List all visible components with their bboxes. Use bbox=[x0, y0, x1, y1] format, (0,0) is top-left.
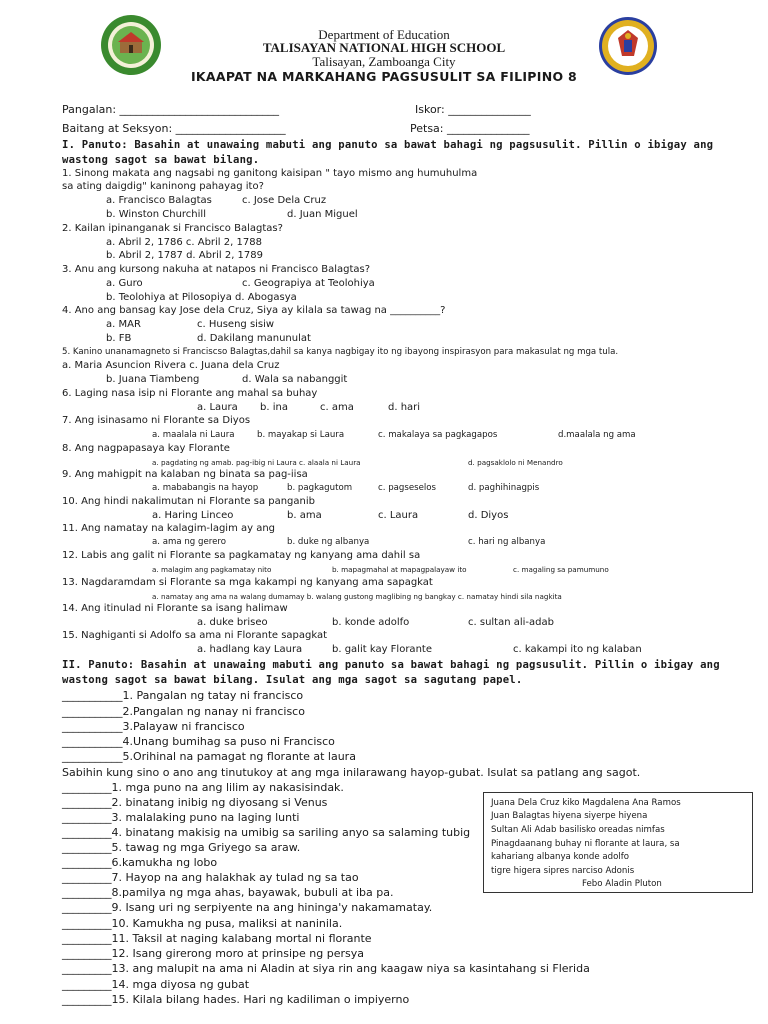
department-name: Department of Education bbox=[318, 27, 450, 42]
question-3: 3. Anu ang kursong nakuha at natapos ni Francisco Balagtas? bbox=[62, 264, 371, 275]
answer-item[interactable]: _________2. binatang inibig ng diyosang si Venus bbox=[62, 796, 328, 809]
grade-section-field[interactable]: Baitang at Seksyon: ____________________ bbox=[62, 122, 286, 135]
option[interactable]: c. kakampi ito ng kalaban bbox=[513, 644, 642, 655]
question-5: 5. Kanino unanamagneto si Franciscso Balagtas,dahil sa kanya nagbigay ito ng ibayong inspirasyon para makasulat ng mga tula. bbox=[62, 347, 619, 357]
question-9: 9. Ang mahigpit na kalaban ng binata sa pag-iisa bbox=[62, 469, 308, 480]
part1-instruction-cont: wastong sagot sa bawat bilang. bbox=[62, 154, 260, 166]
answer-item[interactable]: ___________2.Pangalan ng nanay ni francisco bbox=[62, 705, 305, 718]
question-14: 14. Ang itinulad ni Florante sa isang halimaw bbox=[62, 603, 288, 614]
word-bank-line: Febo Aladin Pluton bbox=[582, 879, 662, 889]
question-1: 1. Sinong makata ang nagsabi ng ganitong kaisipan " tayo mismo ang humuhulma bbox=[62, 168, 478, 179]
option[interactable]: b. mapagmahal at mapagpalayaw ito bbox=[332, 565, 467, 574]
answer-item[interactable]: _________8.pamilya ng mga ahas, bayawak, bubuli at iba pa. bbox=[62, 886, 394, 899]
answer-item[interactable]: _________7. Hayop na ang halakhak ay tulad ng sa tao bbox=[62, 871, 359, 884]
option[interactable]: c. Jose Dela Cruz bbox=[242, 195, 327, 206]
answer-item[interactable]: _________15. Kilala bilang hades. Hari ng kadiliman o impiyerno bbox=[62, 993, 410, 1006]
option[interactable]: b. mayakap si Laura bbox=[257, 430, 345, 440]
answer-item[interactable]: _________4. binatang makisig na umibig sa sariling anyo sa salaming tubig bbox=[62, 826, 471, 839]
option[interactable]: d. Dakilang manunulat bbox=[197, 333, 311, 344]
word-bank-line: Pinagdaanang buhay ni florante at laura, sa bbox=[491, 839, 680, 849]
answer-item[interactable]: ___________1. Pangalan ng tatay ni francisco bbox=[62, 689, 304, 702]
answer-item[interactable]: ___________5.Orihinal na pamagat ng florante at laura bbox=[62, 750, 356, 763]
option[interactable]: a. Laura bbox=[197, 402, 238, 413]
option[interactable]: c. Huseng sisiw bbox=[197, 319, 275, 330]
answer-item[interactable]: _________6.kamukha ng lobo bbox=[62, 856, 218, 869]
option[interactable]: a. Haring Linceo bbox=[152, 510, 234, 521]
question-6: 6. Laging nasa isip ni Florante ang mahal sa buhay bbox=[62, 388, 318, 399]
question-7: 7. Ang isinasamo ni Florante sa Diyos bbox=[62, 415, 251, 426]
option[interactable]: b. Juana Tiambeng bbox=[106, 374, 200, 385]
sub-instruction: Sabihin kung sino o ano ang tinutukoy at ang mga inilarawang hayop-gubat. Isulat sa patlang ang sagot. bbox=[62, 766, 641, 779]
option[interactable]: c. pagseselos bbox=[378, 483, 437, 493]
option[interactable]: a. MAR bbox=[106, 319, 141, 330]
option[interactable]: b. FB bbox=[106, 333, 132, 344]
option[interactable]: a. pagdating ng amab. pag-ibig ni Laura c. alaala ni Laura bbox=[152, 458, 361, 467]
word-bank-line: kahariang albanya konde adolfo bbox=[491, 852, 630, 862]
school-location: Talisayan, Zamboanga City bbox=[312, 54, 456, 69]
question-12: 12. Labis ang galit ni Florante sa pagkamatay ng kanyang ama dahil sa bbox=[62, 550, 421, 561]
option[interactable]: a. namatay ang ama na walang dumamay b. walang gustong maglibing ng bangkay c. namatay hindi sila nagkita bbox=[152, 592, 562, 601]
option[interactable]: d. pagsaklolo ni Menandro bbox=[468, 458, 563, 467]
option[interactable]: c. ama bbox=[320, 402, 354, 413]
part2-instruction-cont: wastong sagot sa bawat bilang. Isulat ang mga sagot sa sagutang papel. bbox=[62, 674, 523, 686]
answer-item[interactable]: _________13. ang malupit na ama ni Aladin at siya rin ang kaagaw niya sa kasintahang si Flerida bbox=[62, 962, 590, 975]
option[interactable]: c. Laura bbox=[378, 510, 419, 521]
exam-title: IKAAPAT NA MARKAHANG PAGSUSULIT SA FILIPINO 8 bbox=[190, 69, 578, 84]
option[interactable]: b. galit kay Florante bbox=[332, 644, 432, 655]
word-bank-line: Sultan Ali Adab basilisko oreadas nimfas bbox=[491, 825, 665, 835]
question-2: 2. Kailan ipinanganak si Francisco Balagtas? bbox=[62, 223, 283, 234]
option[interactable]: b. duke ng albanya bbox=[287, 537, 370, 547]
date-field[interactable]: Petsa: _______________ bbox=[410, 122, 530, 135]
option[interactable]: a. mababangis na hayop bbox=[152, 483, 259, 493]
option[interactable]: a. maalala ni Laura bbox=[152, 430, 235, 440]
word-bank-line: tigre higera sipres narciso Adonis bbox=[491, 866, 635, 876]
answer-item[interactable]: ___________3.Palayaw ni francisco bbox=[62, 720, 245, 733]
question-15: 15. Naghiganti si Adolfo sa ama ni Florante sapagkat bbox=[62, 630, 328, 641]
option[interactable]: b. Winston Churchill bbox=[106, 209, 206, 220]
option[interactable]: a. duke briseo bbox=[197, 617, 268, 628]
word-bank-line: Juana Dela Cruz kiko Magdalena Ana Ramos bbox=[491, 798, 681, 808]
word-bank-line: Juan Balagtas hiyena siyerpe hiyena bbox=[491, 811, 648, 821]
name-field[interactable]: Pangalan: _____________________________ bbox=[62, 103, 280, 116]
option[interactable]: b. Abril 2, 1787 d. Abril 2, 1789 bbox=[106, 250, 263, 261]
option[interactable]: d. Juan Miguel bbox=[287, 209, 358, 220]
option[interactable]: d. paghihinagpis bbox=[468, 483, 540, 493]
answer-item[interactable]: _________9. Isang uri ng serpiyente na ang hininga'y nakamamatay. bbox=[62, 901, 433, 914]
option[interactable]: c. makalaya sa pagkagapos bbox=[378, 430, 498, 440]
answer-item[interactable]: ___________4.Unang bumihag sa puso ni Francisco bbox=[62, 735, 335, 748]
option[interactable]: d. hari bbox=[388, 402, 421, 413]
question-8: 8. Ang nagpapasaya kay Florante bbox=[62, 443, 230, 454]
option[interactable]: a. Francisco Balagtas bbox=[106, 195, 212, 206]
option[interactable]: d. Wala sa nabanggit bbox=[242, 374, 348, 385]
option[interactable]: c. sultan ali-adab bbox=[468, 617, 554, 628]
option[interactable]: a. Abril 2, 1786 c. Abril 2, 1788 bbox=[106, 237, 262, 248]
score-field[interactable]: Iskor: _______________ bbox=[415, 103, 531, 116]
option[interactable]: d.maalala ng ama bbox=[558, 430, 636, 440]
option[interactable]: b. Teolohiya at Pilosopiya d. Abogasya bbox=[106, 292, 297, 303]
option[interactable]: b. pagkagutom bbox=[287, 483, 353, 493]
answer-item[interactable]: _________12. Isang girerong moro at prinsipe ng persya bbox=[62, 947, 364, 960]
answer-item[interactable]: _________1. mga puno na ang lilim ay nakasisindak. bbox=[62, 781, 344, 794]
answer-item[interactable]: _________14. mga diyosa ng gubat bbox=[62, 978, 250, 991]
answer-item[interactable]: _________3. malalaking puno na laging lunti bbox=[62, 811, 300, 824]
part1-instruction: I. Panuto: Basahin at unawaing mabuti ang panuto sa bawat bahagi ng pagsusulit. Pillin o ibigay ang bbox=[62, 139, 714, 151]
option[interactable]: b. konde adolfo bbox=[332, 617, 410, 628]
question-13: 13. Nagdaramdam si Florante sa mga kakampi ng kanyang ama sapagkat bbox=[62, 577, 433, 588]
answer-item[interactable]: _________5. tawag ng mga Griyego sa araw. bbox=[62, 841, 301, 854]
option[interactable]: d. Diyos bbox=[468, 510, 509, 521]
option[interactable]: a. malagim ang pagkamatay nito bbox=[152, 565, 272, 574]
option[interactable]: c. hari ng albanya bbox=[468, 537, 546, 547]
option[interactable]: b. ama bbox=[287, 510, 322, 521]
option[interactable]: a. Maria Asuncion Rivera c. Juana dela Cruz bbox=[62, 360, 280, 371]
option[interactable]: c. Geograpiya at Teolohiya bbox=[242, 278, 375, 289]
question-10: 10. Ang hindi nakalimutan ni Florante sa panganib bbox=[62, 496, 315, 507]
answer-item[interactable]: _________11. Taksil at naging kalabang mortal ni florante bbox=[62, 932, 372, 945]
question-4: 4. Ano ang bansag kay Jose dela Cruz, Siya ay kilala sa tawag na __________? bbox=[62, 305, 446, 316]
question-1-cont: sa ating daigdig" kaninong pahayag ito? bbox=[62, 181, 264, 192]
option[interactable]: b. ina bbox=[260, 402, 288, 413]
option[interactable]: a. ama ng gerero bbox=[152, 537, 226, 547]
option[interactable]: c. magaling sa pamumuno bbox=[513, 565, 609, 574]
part2-instruction: II. Panuto: Basahin at unawaing mabuti ang panuto sa bawat bahagi ng pagsusulit. Pillin o ibigay ang bbox=[62, 659, 720, 671]
question-11: 11. Ang namatay na kalagim-lagim ay ang bbox=[62, 523, 276, 534]
school-name: TALISAYAN NATIONAL HIGH SCHOOL bbox=[262, 40, 506, 55]
answer-item[interactable]: _________10. Kamukha ng pusa, maliksi at naninila. bbox=[62, 917, 343, 930]
option[interactable]: a. hadlang kay Laura bbox=[197, 644, 303, 655]
option[interactable]: a. Guro bbox=[106, 278, 143, 289]
